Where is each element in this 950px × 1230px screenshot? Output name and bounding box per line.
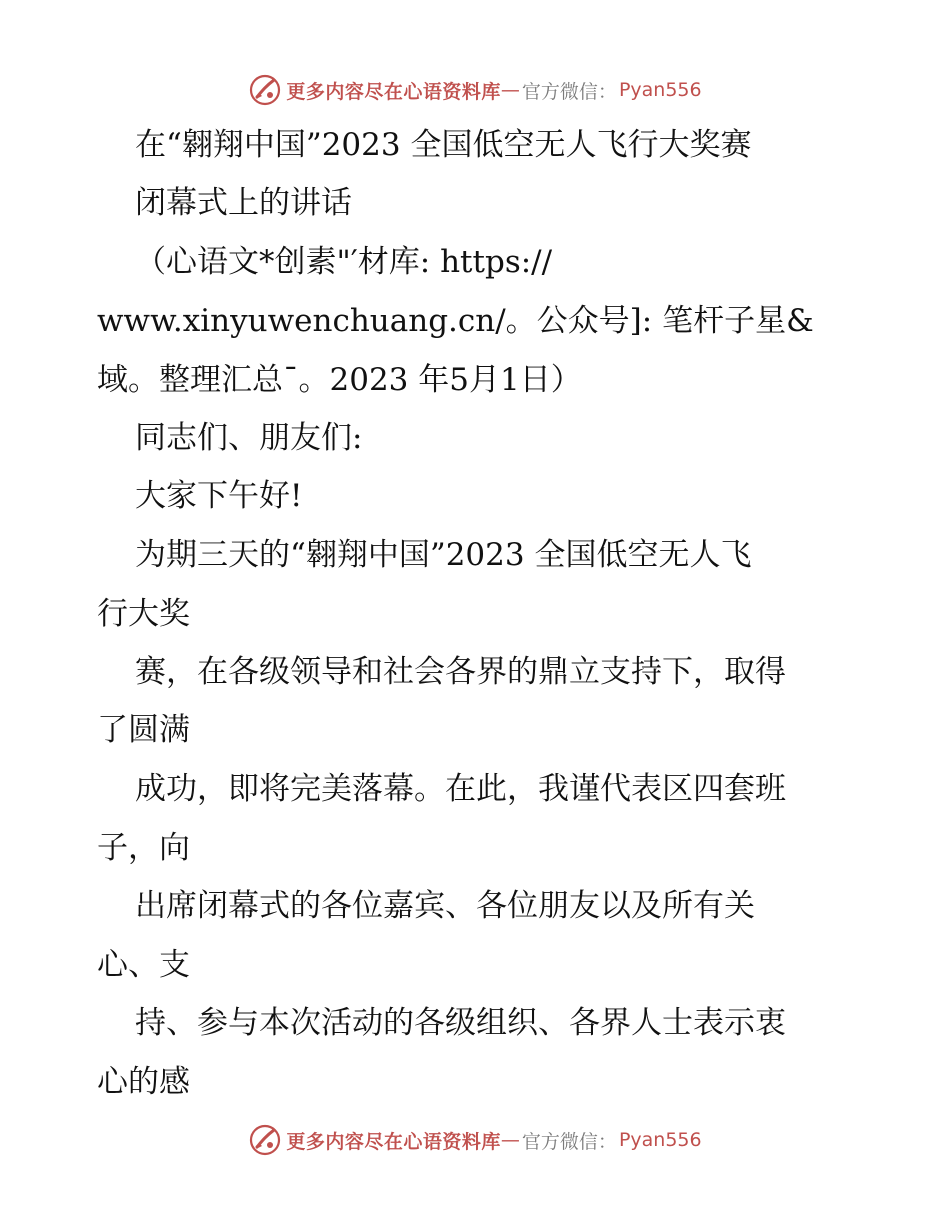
source-note-line-3: 域。整理汇总¯。2023 年5月1日） — [97, 362, 582, 398]
paragraph-line: 为期三天的“翱翔中国”2023 全国低空无人飞 — [135, 537, 752, 573]
salutation-line: 同志们、朋友们: — [135, 420, 363, 456]
banner-main-text: 更多内容尽在心语资料库 — [286, 1130, 501, 1153]
footer-banner — [0, 1120, 950, 1160]
paragraph-line: 了圆满 — [97, 712, 190, 748]
paragraph-line: 心、支 — [97, 947, 190, 983]
brush-logo-icon — [248, 73, 282, 107]
source-note-line-2: www.xinyuwenchuang.cn/。公众号]: 笔杆子星& — [97, 303, 814, 339]
brush-logo-icon — [248, 1123, 282, 1157]
banner-wechat-id: Pyan556 — [618, 79, 702, 101]
banner-wechat-label: 官方微信： — [521, 80, 617, 103]
banner-dash: — — [500, 79, 520, 101]
banner-wechat-label: 官方微信： — [521, 1130, 617, 1153]
paragraph-line: 出席闭幕式的各位嘉宾、各位朋友以及所有关 — [135, 888, 755, 924]
paragraph-line: 持、参与本次活动的各级组织、各界人士表示衷 — [135, 1005, 786, 1041]
greeting-line: 大家下午好! — [135, 478, 303, 514]
title-line-2: 闭幕式上的讲话 — [135, 185, 352, 221]
banner-dash: — — [500, 1129, 520, 1151]
paragraph-line: 心的感 — [97, 1064, 190, 1100]
header-banner — [0, 70, 950, 110]
paragraph-line: 子，向 — [97, 830, 190, 866]
title-line-1: 在“翱翔中国”2023 全国低空无人飞行大奖赛 — [135, 127, 752, 163]
banner-main-text: 更多内容尽在心语资料库 — [286, 80, 501, 103]
source-note-line-1: （心语文*创素"′材库: https:// — [135, 244, 553, 280]
paragraph-line: 行大奖 — [97, 596, 190, 632]
paragraph-line: 赛，在各级领导和社会各界的鼎立支持下，取得 — [135, 654, 786, 690]
banner-wechat-id: Pyan556 — [618, 1129, 702, 1151]
paragraph-line: 成功，即将完美落幕。在此，我谨代表区四套班 — [135, 771, 786, 807]
